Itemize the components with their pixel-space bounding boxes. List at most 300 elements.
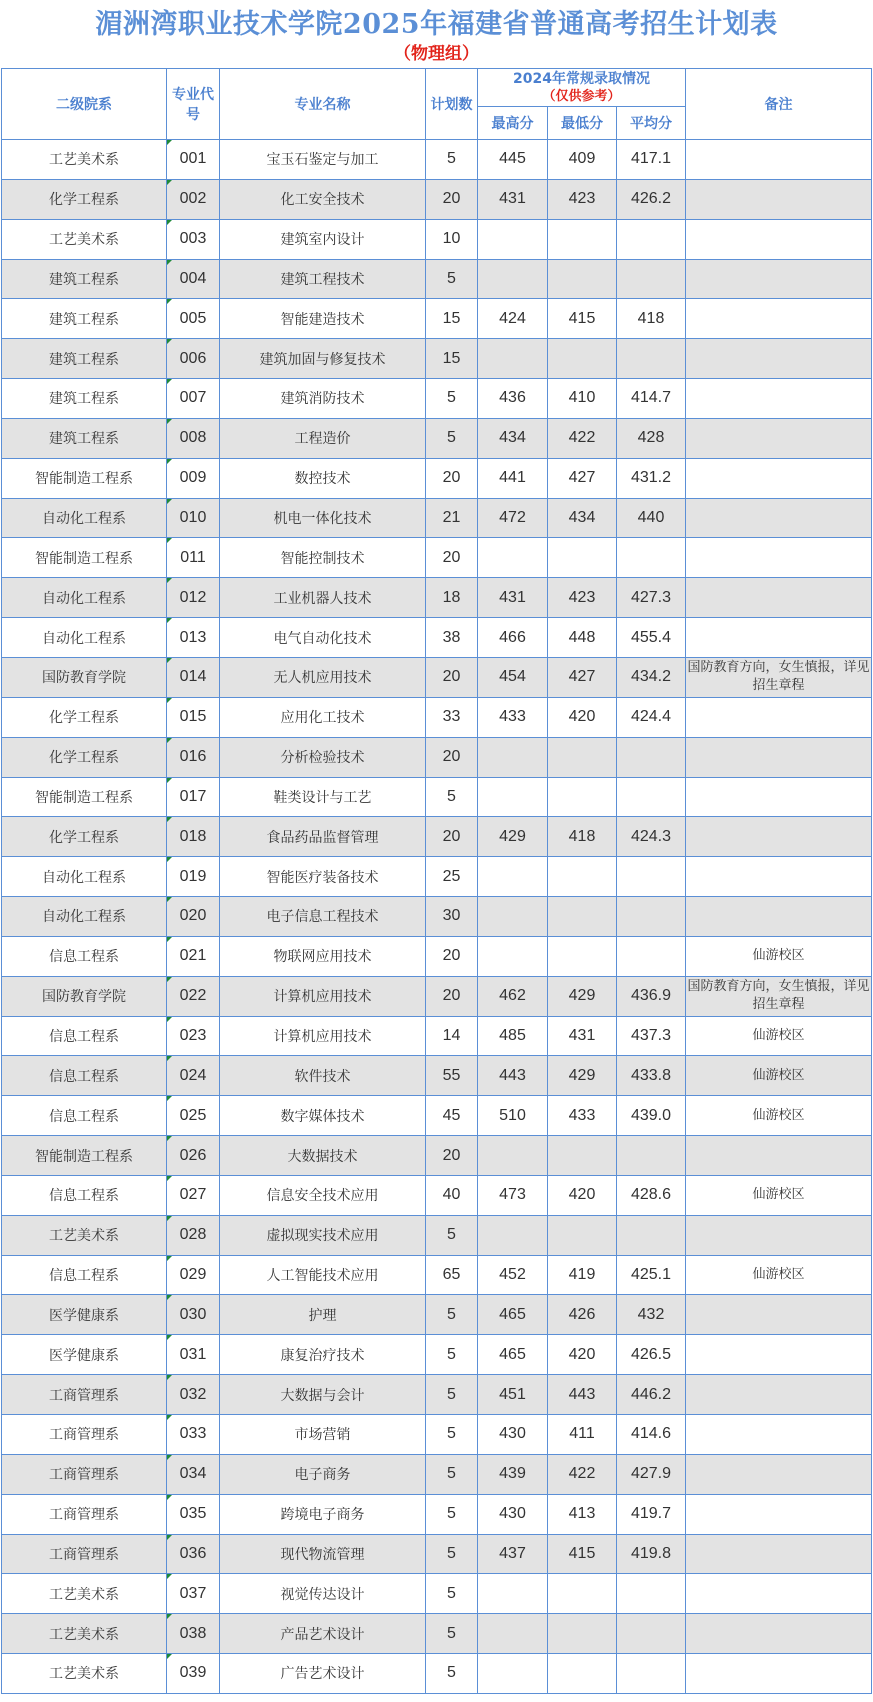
cell-plan: 5 (426, 1494, 478, 1534)
cell-code: 027 (167, 1175, 220, 1215)
cell-note (686, 1574, 872, 1614)
cell-code: 007 (167, 379, 220, 419)
cell-dept: 工商管理系 (2, 1494, 167, 1534)
cell-max: 430 (478, 1494, 548, 1534)
cell-code: 030 (167, 1295, 220, 1335)
cell-note (686, 897, 872, 937)
cell-plan: 15 (426, 299, 478, 339)
cell-avg: 424.3 (617, 817, 686, 857)
table-row (2, 857, 872, 897)
cell-max: 451 (478, 1375, 548, 1415)
cell-max (478, 737, 548, 777)
cell-major: 数字媒体技术 (220, 1096, 426, 1136)
cell-avg (617, 737, 686, 777)
cell-major: 计算机应用技术 (220, 976, 426, 1016)
cell-note (686, 259, 872, 299)
cell-major: 工业机器人技术 (220, 578, 426, 618)
cell-plan: 5 (426, 1215, 478, 1255)
cell-code: 010 (167, 498, 220, 538)
cell-code: 022 (167, 976, 220, 1016)
cell-max (478, 1136, 548, 1176)
cell-dept: 智能制造工程系 (2, 777, 167, 817)
cell-plan: 5 (426, 1335, 478, 1375)
cell-max: 452 (478, 1255, 548, 1295)
cell-avg: 436.9 (617, 976, 686, 1016)
cell-note: 仙游校区 (686, 1056, 872, 1096)
table-row (2, 737, 872, 777)
cell-max: 437 (478, 1534, 548, 1574)
cell-plan: 5 (426, 1654, 478, 1694)
table-row (2, 817, 872, 857)
cell-min: 427 (548, 458, 617, 498)
cell-min (548, 737, 617, 777)
cell-code: 032 (167, 1375, 220, 1415)
cell-avg: 425.1 (617, 1255, 686, 1295)
cell-min: 410 (548, 379, 617, 419)
cell-dept: 工艺美术系 (2, 1215, 167, 1255)
cell-code: 039 (167, 1654, 220, 1694)
cell-min: 422 (548, 418, 617, 458)
cell-major: 智能建造技术 (220, 299, 426, 339)
cell-code: 036 (167, 1534, 220, 1574)
cell-max: 510 (478, 1096, 548, 1136)
cell-code: 018 (167, 817, 220, 857)
cell-plan: 18 (426, 578, 478, 618)
cell-code: 014 (167, 657, 220, 697)
cell-max (478, 259, 548, 299)
cell-code: 015 (167, 697, 220, 737)
cell-note (686, 777, 872, 817)
cell-major: 视觉传达设计 (220, 1574, 426, 1614)
cell-avg: 437.3 (617, 1016, 686, 1056)
table-row (2, 1335, 872, 1375)
table-row (2, 538, 872, 578)
cell-max (478, 1215, 548, 1255)
cell-code: 001 (167, 140, 220, 180)
cell-dept: 智能制造工程系 (2, 458, 167, 498)
cell-dept: 工艺美术系 (2, 140, 167, 180)
cell-avg: 446.2 (617, 1375, 686, 1415)
cell-note (686, 1335, 872, 1375)
cell-min (548, 1574, 617, 1614)
cell-avg: 432 (617, 1295, 686, 1335)
cell-max: 430 (478, 1415, 548, 1455)
cell-major: 食品药品监督管理 (220, 817, 426, 857)
cell-note (686, 737, 872, 777)
cell-note (686, 339, 872, 379)
cell-code: 028 (167, 1215, 220, 1255)
cell-min (548, 777, 617, 817)
cell-dept: 化学工程系 (2, 697, 167, 737)
cell-code: 002 (167, 179, 220, 219)
cell-major: 广告艺术设计 (220, 1654, 426, 1694)
cell-max: 485 (478, 1016, 548, 1056)
cell-min (548, 897, 617, 937)
table-row (2, 697, 872, 737)
cell-dept: 智能制造工程系 (2, 538, 167, 578)
cell-plan: 55 (426, 1056, 478, 1096)
cell-min: 426 (548, 1295, 617, 1335)
header-stats (478, 69, 686, 107)
table-row (2, 936, 872, 976)
cell-code: 029 (167, 1255, 220, 1295)
cell-dept: 信息工程系 (2, 1255, 167, 1295)
cell-plan: 5 (426, 1375, 478, 1415)
cell-code: 024 (167, 1056, 220, 1096)
cell-major: 宝玉石鉴定与加工 (220, 140, 426, 180)
cell-code: 019 (167, 857, 220, 897)
cell-min: 431 (548, 1016, 617, 1056)
cell-plan: 40 (426, 1175, 478, 1215)
cell-plan: 20 (426, 817, 478, 857)
cell-code: 031 (167, 1335, 220, 1375)
table-row (2, 1534, 872, 1574)
cell-code: 005 (167, 299, 220, 339)
cell-dept: 工商管理系 (2, 1454, 167, 1494)
cell-max: 439 (478, 1454, 548, 1494)
table-row (2, 339, 872, 379)
cell-plan: 5 (426, 140, 478, 180)
cell-note (686, 179, 872, 219)
cell-dept: 化学工程系 (2, 817, 167, 857)
table-row (2, 1614, 872, 1654)
cell-major: 大数据技术 (220, 1136, 426, 1176)
cell-min: 433 (548, 1096, 617, 1136)
cell-note (686, 140, 872, 180)
cell-max: 441 (478, 458, 548, 498)
cell-code: 035 (167, 1494, 220, 1534)
cell-min: 429 (548, 976, 617, 1016)
cell-major: 电气自动化技术 (220, 618, 426, 658)
cell-min: 413 (548, 1494, 617, 1534)
cell-plan: 30 (426, 897, 478, 937)
header-note: 备注 (686, 69, 872, 140)
cell-avg: 428 (617, 418, 686, 458)
cell-plan: 45 (426, 1096, 478, 1136)
cell-dept: 工商管理系 (2, 1375, 167, 1415)
cell-major: 分析检验技术 (220, 737, 426, 777)
cell-code: 034 (167, 1454, 220, 1494)
table-row (2, 1175, 872, 1215)
cell-max: 429 (478, 817, 548, 857)
cell-min (548, 1136, 617, 1176)
cell-plan: 10 (426, 219, 478, 259)
cell-dept: 国防教育学院 (2, 976, 167, 1016)
cell-note (686, 817, 872, 857)
cell-plan: 5 (426, 777, 478, 817)
header-stats-title: 2024年常规录取情况 (513, 70, 650, 87)
cell-dept: 化学工程系 (2, 737, 167, 777)
cell-min: 415 (548, 299, 617, 339)
table-body (2, 140, 872, 1694)
cell-major: 建筑消防技术 (220, 379, 426, 419)
cell-min (548, 339, 617, 379)
cell-min: 434 (548, 498, 617, 538)
cell-dept: 建筑工程系 (2, 299, 167, 339)
cell-avg (617, 339, 686, 379)
cell-min: 420 (548, 1335, 617, 1375)
cell-code: 003 (167, 219, 220, 259)
table-row (2, 1255, 872, 1295)
cell-avg: 424.4 (617, 697, 686, 737)
cell-code: 026 (167, 1136, 220, 1176)
cell-note: 仙游校区 (686, 1016, 872, 1056)
cell-max: 436 (478, 379, 548, 419)
cell-max: 466 (478, 618, 548, 658)
table-row (2, 1016, 872, 1056)
cell-major: 电子商务 (220, 1454, 426, 1494)
cell-code: 008 (167, 418, 220, 458)
table-row (2, 1375, 872, 1415)
cell-avg: 431.2 (617, 458, 686, 498)
cell-plan: 20 (426, 976, 478, 1016)
cell-code: 013 (167, 618, 220, 658)
cell-max: 424 (478, 299, 548, 339)
cell-dept: 自动化工程系 (2, 857, 167, 897)
cell-note (686, 219, 872, 259)
cell-major: 信息安全技术应用 (220, 1175, 426, 1215)
cell-major: 人工智能技术应用 (220, 1255, 426, 1295)
cell-plan: 20 (426, 657, 478, 697)
cell-avg (617, 1614, 686, 1654)
table-row (2, 498, 872, 538)
cell-note (686, 1614, 872, 1654)
cell-min (548, 1215, 617, 1255)
table-row (2, 299, 872, 339)
cell-dept: 工商管理系 (2, 1534, 167, 1574)
cell-note (686, 857, 872, 897)
cell-major: 产品艺术设计 (220, 1614, 426, 1654)
cell-min: 427 (548, 657, 617, 697)
cell-major: 智能医疗装备技术 (220, 857, 426, 897)
cell-dept: 自动化工程系 (2, 498, 167, 538)
table-row (2, 1056, 872, 1096)
cell-avg: 414.6 (617, 1415, 686, 1455)
table-row (2, 976, 872, 1016)
cell-plan: 5 (426, 1454, 478, 1494)
table-row (2, 418, 872, 458)
cell-avg: 418 (617, 299, 686, 339)
cell-code: 011 (167, 538, 220, 578)
table-row (2, 1574, 872, 1614)
table-row (2, 259, 872, 299)
cell-avg: 439.0 (617, 1096, 686, 1136)
cell-max: 473 (478, 1175, 548, 1215)
cell-avg: 419.7 (617, 1494, 686, 1534)
cell-plan: 5 (426, 259, 478, 299)
cell-min: 443 (548, 1375, 617, 1415)
cell-major: 电子信息工程技术 (220, 897, 426, 937)
cell-plan: 5 (426, 1295, 478, 1335)
cell-plan: 5 (426, 418, 478, 458)
header-min: 最低分 (548, 107, 617, 140)
cell-code: 004 (167, 259, 220, 299)
cell-major: 机电一体化技术 (220, 498, 426, 538)
cell-note: 仙游校区 (686, 1175, 872, 1215)
cell-plan: 5 (426, 1574, 478, 1614)
cell-max (478, 897, 548, 937)
cell-avg (617, 1574, 686, 1614)
cell-major: 物联网应用技术 (220, 936, 426, 976)
cell-plan: 21 (426, 498, 478, 538)
cell-major: 市场营销 (220, 1415, 426, 1455)
cell-avg (617, 936, 686, 976)
cell-max (478, 1574, 548, 1614)
cell-plan: 5 (426, 1415, 478, 1455)
cell-min: 418 (548, 817, 617, 857)
cell-code: 033 (167, 1415, 220, 1455)
cell-avg (617, 259, 686, 299)
cell-plan: 65 (426, 1255, 478, 1295)
table-row (2, 1295, 872, 1335)
cell-major: 鞋类设计与工艺 (220, 777, 426, 817)
enrollment-plan-table (1, 68, 872, 1694)
cell-note (686, 1415, 872, 1455)
cell-plan: 20 (426, 936, 478, 976)
cell-max: 465 (478, 1295, 548, 1335)
cell-major: 工程造价 (220, 418, 426, 458)
cell-note (686, 1136, 872, 1176)
cell-note (686, 697, 872, 737)
cell-note (686, 379, 872, 419)
cell-plan: 33 (426, 697, 478, 737)
cell-max (478, 1614, 548, 1654)
cell-note: 仙游校区 (686, 1255, 872, 1295)
table-header (2, 69, 872, 140)
cell-max: 431 (478, 578, 548, 618)
table-row (2, 140, 872, 180)
cell-note (686, 1534, 872, 1574)
cell-plan: 5 (426, 1534, 478, 1574)
cell-major: 建筑加固与修复技术 (220, 339, 426, 379)
cell-plan: 20 (426, 737, 478, 777)
cell-dept: 建筑工程系 (2, 339, 167, 379)
table-row (2, 1215, 872, 1255)
cell-dept: 信息工程系 (2, 1056, 167, 1096)
cell-min (548, 259, 617, 299)
cell-note: 国防教育方向，女生慎报，详见招生章程 (686, 657, 872, 697)
cell-code: 023 (167, 1016, 220, 1056)
cell-dept: 信息工程系 (2, 1175, 167, 1215)
cell-note (686, 1215, 872, 1255)
cell-major: 软件技术 (220, 1056, 426, 1096)
table-row (2, 1136, 872, 1176)
table-row (2, 897, 872, 937)
cell-avg: 419.8 (617, 1534, 686, 1574)
cell-major: 数控技术 (220, 458, 426, 498)
cell-dept: 化学工程系 (2, 179, 167, 219)
cell-dept: 工艺美术系 (2, 1654, 167, 1694)
cell-max: 434 (478, 418, 548, 458)
cell-avg (617, 897, 686, 937)
header-avg: 平均分 (617, 107, 686, 140)
cell-dept: 国防教育学院 (2, 657, 167, 697)
cell-code: 016 (167, 737, 220, 777)
cell-dept: 自动化工程系 (2, 897, 167, 937)
cell-min: 423 (548, 179, 617, 219)
cell-max: 433 (478, 697, 548, 737)
cell-code: 021 (167, 936, 220, 976)
cell-min (548, 857, 617, 897)
cell-avg (617, 538, 686, 578)
cell-dept: 工艺美术系 (2, 1614, 167, 1654)
cell-avg: 440 (617, 498, 686, 538)
cell-dept: 信息工程系 (2, 1016, 167, 1056)
cell-max: 445 (478, 140, 548, 180)
table-row (2, 1654, 872, 1694)
cell-dept: 建筑工程系 (2, 259, 167, 299)
cell-avg (617, 219, 686, 259)
cell-note (686, 299, 872, 339)
cell-plan: 20 (426, 1136, 478, 1176)
cell-major: 现代物流管理 (220, 1534, 426, 1574)
cell-major: 计算机应用技术 (220, 1016, 426, 1056)
cell-min: 409 (548, 140, 617, 180)
cell-dept: 医学健康系 (2, 1295, 167, 1335)
cell-max: 443 (478, 1056, 548, 1096)
cell-min: 419 (548, 1255, 617, 1295)
cell-avg: 433.8 (617, 1056, 686, 1096)
table-row (2, 1415, 872, 1455)
table-row (2, 179, 872, 219)
cell-major: 应用化工技术 (220, 697, 426, 737)
cell-avg: 426.5 (617, 1335, 686, 1375)
cell-note (686, 1454, 872, 1494)
cell-note: 仙游校区 (686, 936, 872, 976)
table-row (2, 1096, 872, 1136)
cell-plan: 20 (426, 538, 478, 578)
cell-plan: 38 (426, 618, 478, 658)
cell-plan: 14 (426, 1016, 478, 1056)
cell-max: 454 (478, 657, 548, 697)
cell-dept: 智能制造工程系 (2, 1136, 167, 1176)
cell-avg: 426.2 (617, 179, 686, 219)
cell-max (478, 538, 548, 578)
cell-dept: 信息工程系 (2, 936, 167, 976)
cell-note (686, 538, 872, 578)
cell-min (548, 1654, 617, 1694)
cell-min: 448 (548, 618, 617, 658)
cell-major: 建筑工程技术 (220, 259, 426, 299)
cell-min: 422 (548, 1454, 617, 1494)
cell-min: 420 (548, 1175, 617, 1215)
cell-dept: 信息工程系 (2, 1096, 167, 1136)
cell-avg (617, 1136, 686, 1176)
cell-max: 462 (478, 976, 548, 1016)
cell-code: 020 (167, 897, 220, 937)
cell-avg (617, 1215, 686, 1255)
cell-note (686, 498, 872, 538)
header-plan: 计划数 (426, 69, 478, 140)
cell-plan: 20 (426, 179, 478, 219)
cell-note (686, 1295, 872, 1335)
cell-min: 423 (548, 578, 617, 618)
cell-min: 411 (548, 1415, 617, 1455)
table-row (2, 379, 872, 419)
cell-avg: 455.4 (617, 618, 686, 658)
table-row (2, 777, 872, 817)
cell-max (478, 777, 548, 817)
cell-max (478, 857, 548, 897)
cell-max (478, 1654, 548, 1694)
cell-dept: 建筑工程系 (2, 379, 167, 419)
cell-plan: 5 (426, 379, 478, 419)
cell-avg (617, 777, 686, 817)
cell-avg: 428.6 (617, 1175, 686, 1215)
header-major: 专业名称 (220, 69, 426, 140)
cell-note: 国防教育方向，女生慎报，详见招生章程 (686, 976, 872, 1016)
cell-max: 472 (478, 498, 548, 538)
